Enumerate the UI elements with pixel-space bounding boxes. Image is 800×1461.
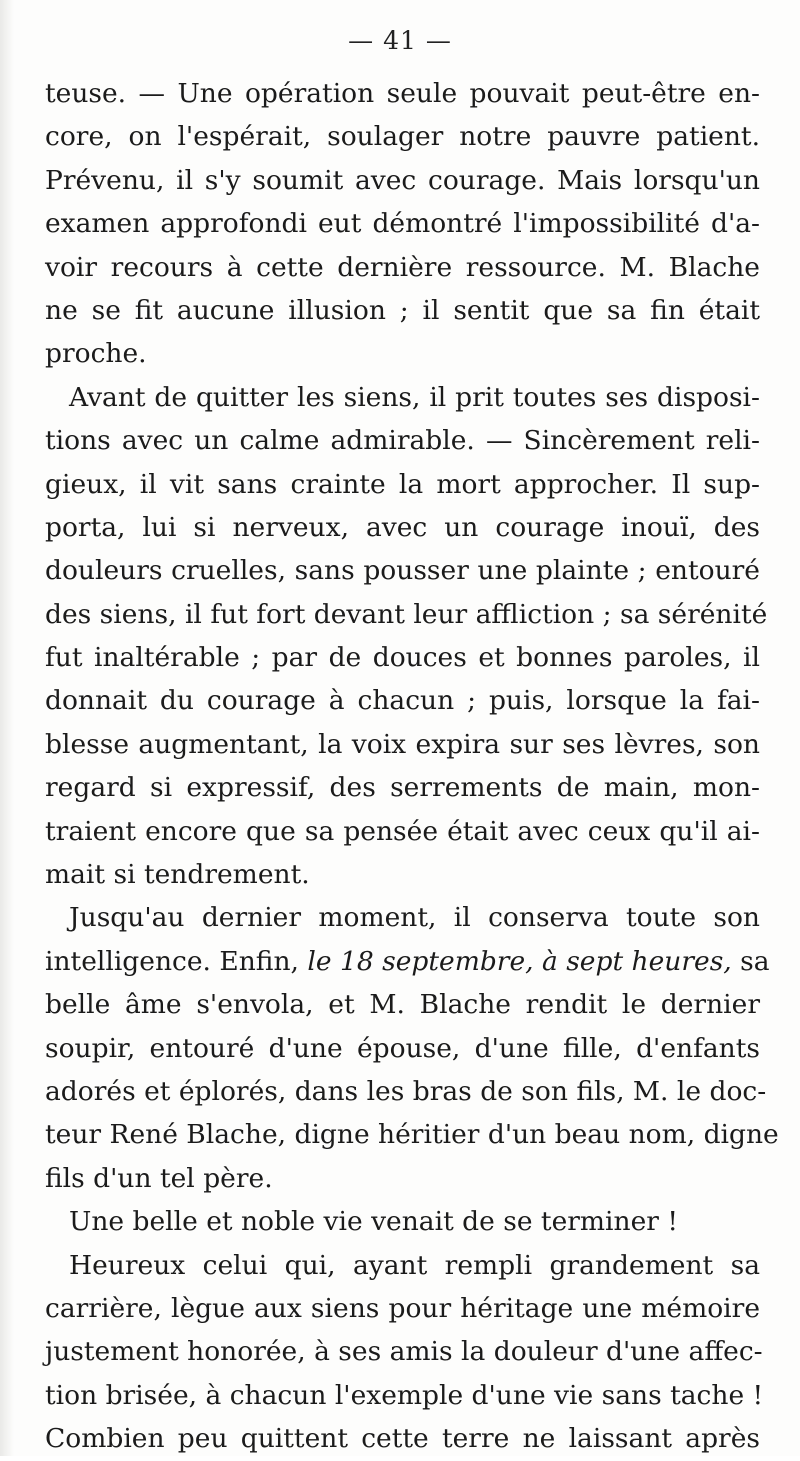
text-line: Une belle et noble vie venait de se terminer ! [69, 1206, 679, 1238]
text-line: voir recours à cette dernière ressource. M. Blache [45, 251, 760, 283]
text-line: Prévenu, il s'y soumit avec courage. Mais lorsqu'un [45, 164, 760, 196]
body-text [45, 72, 779, 1461]
text-line: douleurs cruelles, sans pousser une plainte ; entouré [45, 555, 760, 587]
text-line: fut inaltérable ; par de douces et bonnes paroles, il [45, 642, 760, 674]
text-line: regard si expressif, des serrements de main, mon- [45, 772, 760, 804]
text-line: belle âme s'envola, et M. Blache rendit le dernier [45, 989, 760, 1021]
text-line: gieux, il vit sans crainte la mort approcher. Il sup- [45, 468, 760, 500]
text-line: teuse. — Une opération seule pouvait peut-être en- [45, 78, 760, 109]
text-line: teur René Blache, digne héritier d'un beau nom, digne [45, 1119, 779, 1151]
text-line: soupir, entouré d'une épouse, d'une fille, d'enfants [45, 1032, 760, 1064]
text-line [45, 940, 770, 983]
text-segment: intelligence. Enfin, [45, 945, 308, 977]
text-line: adorés et éplorés, dans les bras de son fils, M. le doc- [45, 1075, 767, 1107]
text-line: fils d'un tel père. [45, 1162, 273, 1194]
text-line: carrière, lègue aux siens pour héritage une mémoire [45, 1292, 760, 1324]
text-line: tions avec un calme admirable. — Sincèrement reli- [45, 425, 760, 457]
text-line: des siens, il fut fort devant leur affliction ; sa sérénité [45, 598, 768, 630]
text-line: Combien peu quittent cette terre ne laissant après [45, 1423, 760, 1455]
text-line: traient encore que sa pensée était avec ceux qu'il ai- [45, 815, 760, 847]
text-line: mait si tendrement. [45, 859, 310, 891]
text-line: ne se fit aucune illusion ; il sentit que sa fin était [45, 294, 760, 326]
text-line: proche. [45, 338, 147, 370]
text-line: blesse augmentant, la voix expira sur ses lèvres, son [45, 728, 760, 760]
italic-text: le 18 septembre, à sept heures, [307, 945, 732, 977]
text-segment: sa [731, 945, 770, 977]
text-line: Heureux celui qui, ayant rempli grandement sa [69, 1249, 760, 1281]
text-line: Jusqu'au dernier moment, il conserva toute son [69, 902, 760, 934]
text-line: porta, lui si nerveux, avec un courage inouï, des [45, 511, 760, 543]
text-line: examen approfondi eut démontré l'impossibilité d'a- [45, 208, 760, 240]
text-line: justement honorée, à ses amis la douleur d'une affec- [45, 1336, 763, 1368]
text-line: Avant de quitter les siens, il prit toutes ses disposi- [69, 381, 760, 413]
text-line: donnait du courage à chacun ; puis, lorsque la fai- [45, 685, 760, 717]
text-line: core, on l'espérait, soulager notre pauvre patient. [45, 121, 760, 153]
page-number: — 41 — [348, 26, 452, 55]
text-line: tion brisée, à chacun l'exemple d'une vie sans tache ! [45, 1379, 764, 1411]
